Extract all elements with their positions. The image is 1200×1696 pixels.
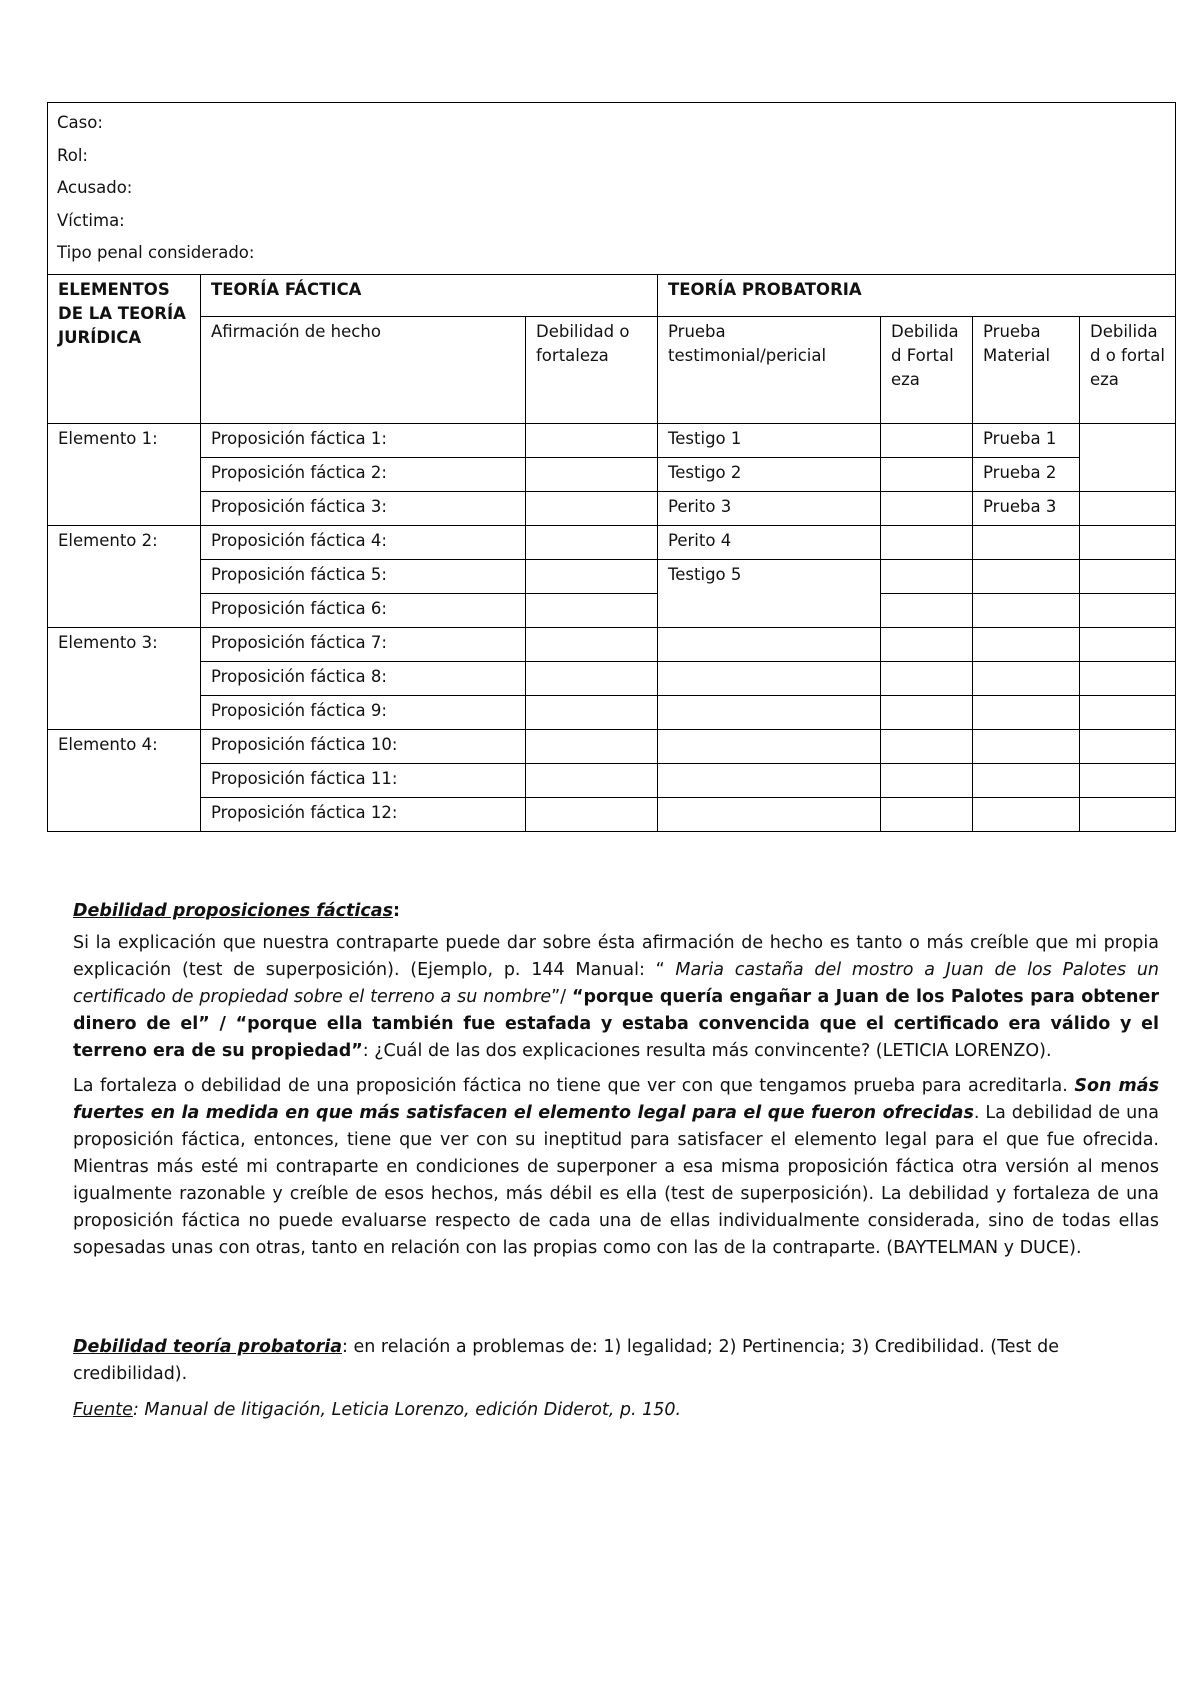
debilidad-cell <box>526 729 658 763</box>
victima-label: Víctima: <box>57 210 125 230</box>
proposicion-8: Proposición fáctica 8: <box>201 661 526 695</box>
section-2-paragraph: Debilidad teoría probatoria: en relación a problemas de: 1) legalidad; 2) Pertinencia; 3) Credibilidad. (Test de credibilidad). <box>73 1337 1059 1384</box>
debilidad-cell <box>881 491 973 525</box>
prueba-material-header: Prueba Material <box>973 316 1080 423</box>
tipo-penal-label: Tipo penal considerado: <box>57 243 255 262</box>
section-2-title: Debilidad teoría probatoria <box>73 1337 343 1357</box>
debilidad-cell <box>881 593 973 627</box>
debilidad-cell <box>526 491 658 525</box>
proposicion-3: Proposición fáctica 3: <box>201 491 526 525</box>
afirmacion-header: Afirmación de hecho <box>201 316 526 423</box>
debilidad-cell <box>881 457 973 491</box>
debilidad-cell <box>526 695 658 729</box>
elemento-1: Elemento 1: <box>48 423 201 525</box>
testigo-5: Testigo 5 <box>658 559 881 627</box>
debilidad-cell <box>881 729 973 763</box>
section-1-title: Debilidad proposiciones fácticas: <box>73 901 401 921</box>
debilidad-cell <box>1080 661 1176 695</box>
section-1-paragraph-1: Si la explicación que nuestra contraparte puede dar sobre ésta afirmación de hecho es tanto o más creíble que mi propia explicación (test de superposición). (Ejemplo, p. 144 Manual: “ Maria castaña del mostro a Juan de los Palotes un certificado de propiedad sobre el terreno a su nombre”/ “porque quería engañar a Juan de los Palotes para obtener dinero de el” / “porque ella también fue estafada y estaba convencida que el certificado era válido y el terreno era de su propiedad”: ¿Cuál de las dos explicaciones resulta más convincente? (LETICIA LORENZO). <box>73 933 1160 1061</box>
proposicion-5: Proposición fáctica 5: <box>201 559 526 593</box>
perito-3: Perito 3 <box>658 491 881 525</box>
proposicion-2: Proposición fáctica 2: <box>201 457 526 491</box>
prueba-1: Prueba 1 <box>973 423 1080 457</box>
rol-label: Rol: <box>57 145 88 165</box>
debilidad-cell <box>1080 593 1176 627</box>
col-elementos-header: ELEMENTOS DE LA TEORÍA JURÍDICA <box>48 274 201 423</box>
prueba-cell <box>973 763 1080 797</box>
prueba-cell <box>973 729 1080 763</box>
example-quote: Maria castaña del mostro a Juan de los Palotes un certificado de propiedad sobre el terreno a su nombre <box>73 960 1160 1007</box>
elemento-4: Elemento 4: <box>48 729 201 831</box>
proposicion-12: Proposición fáctica 12: <box>201 797 526 831</box>
proposicion-10: Proposición fáctica 10: <box>201 729 526 763</box>
testigo-cell <box>658 729 881 763</box>
prueba-cell <box>973 559 1080 593</box>
debilidad-cell <box>881 763 973 797</box>
debilidad-cell <box>1080 525 1176 559</box>
testigo-cell <box>658 661 881 695</box>
debilidad-cell <box>881 627 973 661</box>
debilidad-cell <box>526 627 658 661</box>
testigo-2: Testigo 2 <box>658 457 881 491</box>
prueba-3: Prueba 3 <box>973 491 1080 525</box>
prueba-cell <box>973 661 1080 695</box>
teoria-probatoria-header: TEORÍA PROBATORIA <box>658 274 1176 316</box>
prueba-cell <box>973 695 1080 729</box>
debilidad-header-2: Debilidad Fortaleza <box>881 316 973 423</box>
debilidad-cell <box>526 593 658 627</box>
debilidad-cell <box>526 559 658 593</box>
debilidad-cell <box>881 797 973 831</box>
debilidad-cell <box>881 559 973 593</box>
debilidad-cell <box>881 661 973 695</box>
perito-4: Perito 4 <box>658 525 881 559</box>
testigo-cell <box>658 695 881 729</box>
strength-statement: Son más fuertes en la medida en que más satisfacen el elemento legal para el que fueron ofrecidas <box>73 1076 1160 1123</box>
debilidad-cell <box>526 457 658 491</box>
case-analysis-table <box>47 102 1176 832</box>
debilidad-cell <box>881 423 973 457</box>
proposicion-4: Proposición fáctica 4: <box>201 525 526 559</box>
prueba-cell <box>973 797 1080 831</box>
source-label: Fuente <box>73 1400 133 1420</box>
testigo-cell <box>658 797 881 831</box>
debilidad-cell <box>1080 797 1176 831</box>
debilidad-cell <box>1080 423 1176 491</box>
case-header-box <box>48 103 1176 275</box>
prueba-testimonial-header: Prueba testimonial/pericial <box>658 316 881 423</box>
debilidad-header-3: Debilidad o fortaleza <box>1080 316 1176 423</box>
debilidad-cell <box>881 695 973 729</box>
testigo-1: Testigo 1 <box>658 423 881 457</box>
debilidad-cell <box>526 763 658 797</box>
teoria-factica-header: TEORÍA FÁCTICA <box>201 274 658 316</box>
debilidad-cell <box>1080 729 1176 763</box>
debilidad-cell <box>526 423 658 457</box>
prueba-cell <box>973 627 1080 661</box>
explanations-bold: “porque quería engañar a Juan de los Palotes para obtener dinero de el” / “porque ella también fue estafada y estaba convencida que el certificado era válido y el terreno era de su propiedad” <box>73 987 1159 1061</box>
debilidad-cell <box>526 525 658 559</box>
testigo-cell <box>658 763 881 797</box>
testigo-cell <box>658 627 881 661</box>
prueba-cell <box>973 525 1080 559</box>
proposicion-1: Proposición fáctica 1: <box>201 423 526 457</box>
proposicion-7: Proposición fáctica 7: <box>201 627 526 661</box>
acusado-label: Acusado: <box>57 178 133 197</box>
section-1-title-text: Debilidad proposiciones fácticas <box>73 901 394 921</box>
prueba-2: Prueba 2 <box>973 457 1080 491</box>
debilidad-cell <box>881 525 973 559</box>
debilidad-cell <box>526 661 658 695</box>
prueba-cell <box>973 593 1080 627</box>
section-1-paragraph-2: La fortaleza o debilidad de una proposición fáctica no tiene que ver con que tengamos prueba para acreditarla. Son más fuertes en la medida en que más satisfacen el elemento legal para el que fueron ofrecidas. La debilidad de una proposición fáctica, entonces, tiene que ver con su ineptitud para satisfacer el elemento legal para el que fue ofrecida. Mientras más esté mi contraparte en condiciones de superponer a esa misma proposición fáctica otra versión al menos igualmente razonable y creíble de esos hechos, más débil es ella (test de superposición). La debilidad y fortaleza de una proposición fáctica no puede evaluarse respecto de cada una de ellas individualmente considerada, sino de todas ellas sopesadas unas con otras, tanto en relación con las propias como con las de la contraparte. (BAYTELMAN y DUCE). <box>73 1076 1160 1258</box>
debilidad-cell <box>1080 559 1176 593</box>
debilidad-cell <box>1080 627 1176 661</box>
debilidad-cell <box>526 797 658 831</box>
caso-label: Caso: <box>57 113 103 132</box>
source-citation: Fuente: Manual de litigación, Leticia Lorenzo, edición Diderot, p. 150. <box>73 1400 682 1420</box>
debilidad-cell <box>1080 763 1176 797</box>
debilidad-cell <box>1080 491 1176 525</box>
elemento-3: Elemento 3: <box>48 627 201 729</box>
proposicion-6: Proposición fáctica 6: <box>201 593 526 627</box>
proposicion-9: Proposición fáctica 9: <box>201 695 526 729</box>
debilidad-header: Debilidad o fortaleza <box>526 316 658 423</box>
debilidad-cell <box>1080 695 1176 729</box>
elemento-2: Elemento 2: <box>48 525 201 627</box>
proposicion-11: Proposición fáctica 11: <box>201 763 526 797</box>
